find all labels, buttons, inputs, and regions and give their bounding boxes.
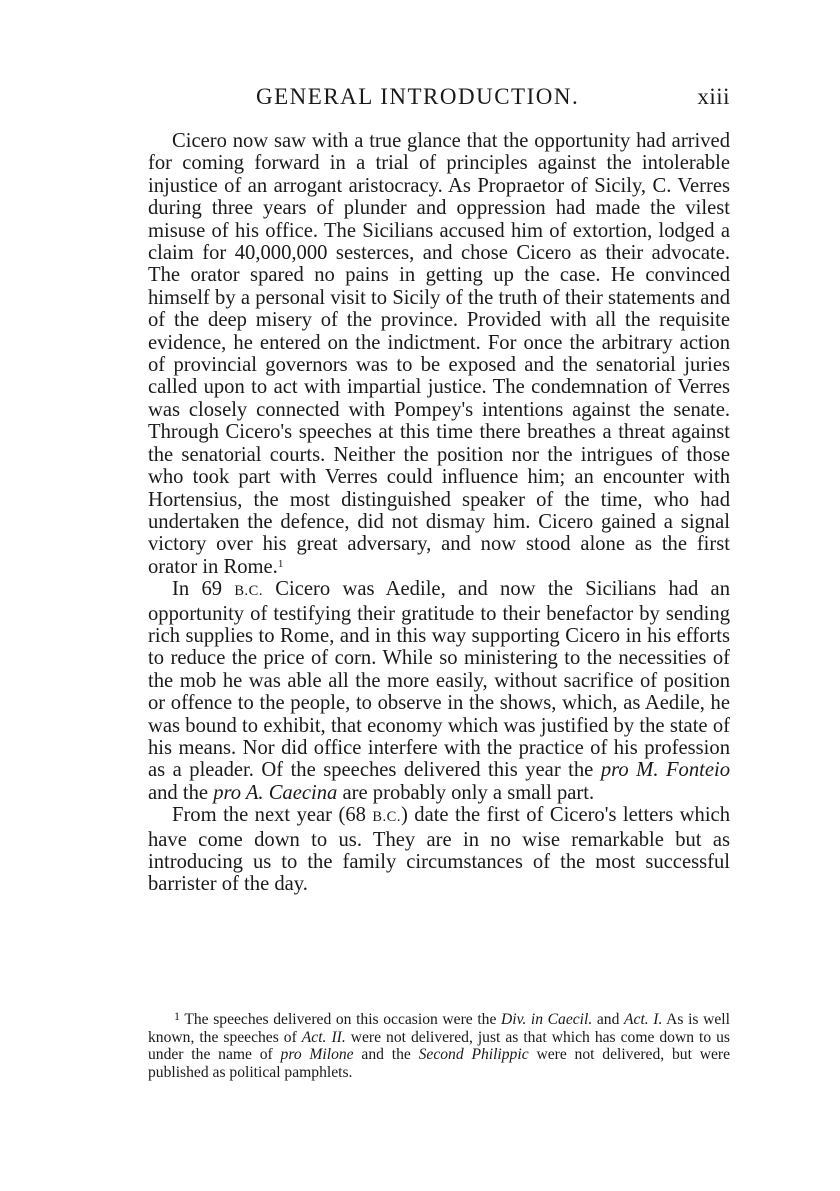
running-head xyxy=(148,84,730,118)
page-number: xiii xyxy=(697,84,730,109)
paragraph-text: Cicero now saw with a true glance that the opportunity had arrived for coming forward in a trial of principles against the intolerable injustice of an arrogant aristocracy. As Propraetor of Sicily, C. Verres during three years of plunder and oppression had made the vilest misuse of his office. The Sicilians accused him of extortion, lodged a claim for 40,000,000 sesterces, and chose Cicero as their advocate. The orator spared no pains in getting up the case. He convinced himself by a personal visit to Sicily of the truth of their statements and of the deep misery of the province. Provided with all the requisite evidence, he entered on the indictment. For once the arbitrary action of provincial governors was to be exposed and the senatorial juries called upon to act with impartial justice. The condemnation of Verres was closely connected with Pompey's intentions against the senate. Through Cicero's speeches at this time there breathes a threat against the senatorial courts. Neither the position nor the intrigues of those who took part with Verres could influence him; an encounter with Hortensius, the most distinguished speaker of the time, who had undertaken the defence, did not dismay him. Cicero gained a signal victory over his great adversary, and now stood alone as the first orator in Rome. xyxy=(148,130,730,578)
footnote-citation: Act. II. xyxy=(301,1028,346,1046)
footnote-text: The speeches delivered on this occasion were the xyxy=(184,1011,497,1028)
era-abbreviation: B.C. xyxy=(372,809,401,826)
footnote-text: and the xyxy=(361,1046,411,1064)
footnote-text: were not delivered, just as that which has come down to us under the name of xyxy=(148,1028,730,1064)
footnote-text: were not delivered, but were published as political pamphlets. xyxy=(148,1046,731,1081)
footnote xyxy=(148,1011,730,1081)
paragraph-text: and the xyxy=(148,781,209,804)
era-abbreviation: B.C. xyxy=(234,583,263,600)
footnote-reference: 1 xyxy=(277,557,284,570)
body-text xyxy=(148,130,730,896)
speech-title: pro M. Fonteio xyxy=(600,759,731,782)
paragraph-verres-trial xyxy=(148,130,730,578)
paragraph-text: are probably only a small part. xyxy=(342,781,595,804)
footnote-citation: Div. in Caecil. xyxy=(501,1011,593,1028)
paragraph-aedileship xyxy=(148,578,730,804)
footnote-citation: Act. I. xyxy=(624,1011,663,1028)
footnote-citation: pro Milone xyxy=(280,1046,354,1064)
paragraph-text: ) date the first of Cicero's letters which have come down to us. They are in no wise remarkable but as introducing us to the family circumstances of the most successful barrister of the day. xyxy=(148,804,730,896)
paragraph-text: From the next year (68 xyxy=(172,804,366,827)
running-title: GENERAL INTRODUCTION. xyxy=(256,84,580,109)
speech-title: pro A. Caecina xyxy=(213,781,338,804)
paragraph-text: Cicero was Aedile, and now the Sicilians had an opportunity of testifying their gratitude to their benefactor by sending rich supplies to Rome, and in this way supporting Cicero in his efforts to reduce the price of corn. While so ministering to the necessities of the mob he was able all the more easily, without sacrifice of position or offence to the people, to observe in the shows, which, as Aedile, he was bound to exhibit, that economy which was justified by the state of his means. Nor did office interfere with the practice of his profession as a pleader. Of the speeches delivered this year the xyxy=(148,578,730,782)
paragraph-text: In 69 xyxy=(172,578,223,601)
footnote-citation: Second Philippic xyxy=(418,1046,529,1064)
footnote-text: and xyxy=(596,1011,620,1028)
footnote-marker: 1 xyxy=(174,1009,180,1023)
paragraph-letters xyxy=(148,804,730,896)
footnote-text: As is well known, the speeches of xyxy=(148,1011,730,1046)
